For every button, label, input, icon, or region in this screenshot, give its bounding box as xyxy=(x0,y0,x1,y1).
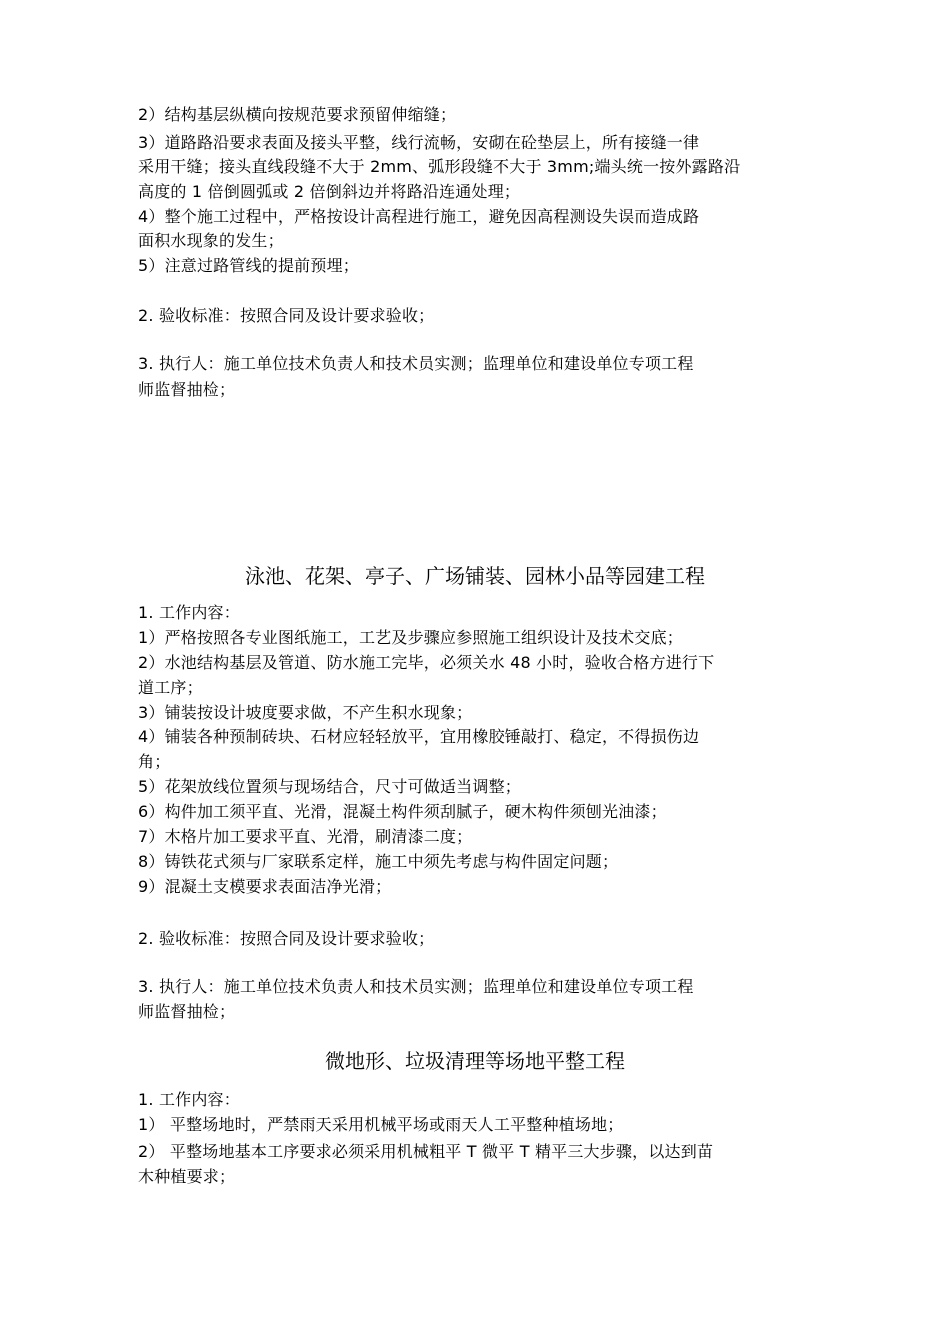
s3-title: 微地形、垃圾清理等场地平整工程 xyxy=(325,1049,625,1073)
s1-line-3: 采用干缝；接头直线段缝不大于 2mm、弧形段缝不大于 3mm;端头统一按外露路沿 xyxy=(138,157,741,176)
s3-line-1: 1） 平整场地时，严禁雨天采用机械平场或雨天人工平整种植场地； xyxy=(138,1115,624,1134)
s2-line-10: 8）铸铁花式须与厂家联系定样，施工中须先考虑与构件固定问题； xyxy=(138,852,619,871)
s2-acceptance: 2. 验收标准：按照合同及设计要求验收； xyxy=(138,929,435,948)
s2-line-6: 角； xyxy=(138,752,171,771)
s2-line-1: 1）严格按照各专业图纸施工，工艺及步骤应参照施工组织设计及技术交底； xyxy=(138,628,683,647)
s2-line-4: 3）铺装按设计坡度要求做，不产生积水现象； xyxy=(138,703,473,722)
s2-executor-1: 3. 执行人：施工单位技术负责人和技术员实测；监理单位和建设单位专项工程 xyxy=(138,977,694,996)
s1-line-7: 5）注意过路管线的提前预埋； xyxy=(138,256,359,275)
s2-line-8: 6）构件加工须平直、光滑，混凝土构件须刮腻子，硬木构件须刨光油漆； xyxy=(138,802,667,821)
s1-executor-2: 师监督抽检； xyxy=(138,380,236,399)
s2-line-11: 9）混凝土支模要求表面洁净光滑； xyxy=(138,877,392,896)
s3-line-3: 木种植要求； xyxy=(138,1167,236,1186)
s1-line-5: 4）整个施工过程中，严格按设计高程进行施工，避免因高程测设失误而造成路 xyxy=(138,207,700,226)
s1-acceptance: 2. 验收标准：按照合同及设计要求验收； xyxy=(138,306,435,325)
s1-line-6: 面积水现象的发生； xyxy=(138,231,284,250)
s2-work-content: 1. 工作内容： xyxy=(138,603,240,622)
s2-title: 泳池、花架、亭子、广场铺装、园林小品等园建工程 xyxy=(245,564,705,588)
s2-line-7: 5）花架放线位置须与现场结合，尺寸可做适当调整； xyxy=(138,777,521,796)
s1-line-4: 高度的 1 倍倒圆弧或 2 倍倒斜边并将路沿连通处理； xyxy=(138,182,521,201)
s2-line-2: 2）水池结构基层及管道、防水施工完毕，必须关水 48 小时，验收合格方进行下 xyxy=(138,653,715,672)
s3-line-2: 2） 平整场地基本工序要求必须采用机械粗平 T 微平 T 精平三大步骤，以达到苗 xyxy=(138,1142,714,1161)
s2-line-3: 道工序； xyxy=(138,678,203,697)
s2-line-5: 4）铺装各种预制砖块、石材应轻轻放平，宜用橡胶锤敲打、稳定，不得损伤边 xyxy=(138,727,700,746)
s1-line-2: 3）道路路沿要求表面及接头平整，线行流畅，安砌在砼垫层上，所有接缝一律 xyxy=(138,133,700,152)
s3-work-content: 1. 工作内容： xyxy=(138,1090,240,1109)
s1-line-1: 2）结构基层纵横向按规范要求预留伸缩缝； xyxy=(138,105,457,124)
s2-line-9: 7）木格片加工要求平直、光滑，刷清漆二度； xyxy=(138,827,473,846)
s2-executor-2: 师监督抽检； xyxy=(138,1002,236,1021)
s1-executor-1: 3. 执行人：施工单位技术负责人和技术员实测；监理单位和建设单位专项工程 xyxy=(138,354,694,373)
